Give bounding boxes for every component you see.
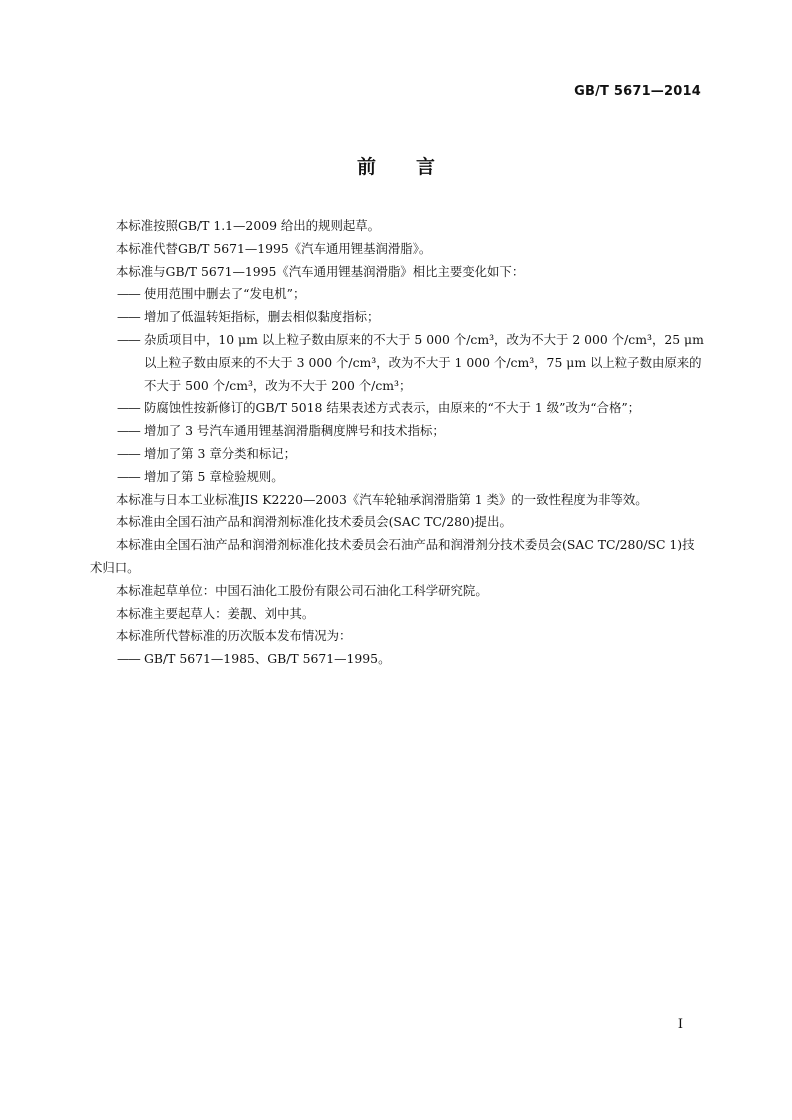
dash-marker: —— xyxy=(117,445,140,461)
dash-marker: —— xyxy=(117,468,140,484)
list-item-text: 增加了第 5 章检验规则。 xyxy=(144,468,284,484)
paragraph-proposed-by: 本标准由全国石油产品和润滑剂标准化技术委员会(SAC TC/280)提出。 xyxy=(116,514,512,530)
paragraph-under-jurisdiction: 本标准由全国石油产品和润滑剂标准化技术委员会石油产品和润滑剂分技术委员会(SAC TC/280/SC 1)技术归口。 xyxy=(90,537,695,575)
list-item xyxy=(90,443,704,466)
paragraph-changes-intro: 本标准与GB/T 5671—1995《汽车通用锂基润滑脂》相比主要变化如下： xyxy=(116,263,525,279)
paragraph-drafters: 本标准主要起草人：姜靓、刘中其。 xyxy=(116,605,315,621)
list-item-text: 增加了低温转矩指标，删去相似黏度指标； xyxy=(144,309,380,325)
list-item xyxy=(90,306,704,329)
list-item xyxy=(90,466,704,489)
dash-marker: —— xyxy=(117,423,140,439)
list-item-text: 防腐蚀性按新修订的GB/T 5018 结果表述方式表示，由原来的“不大于 1 级”改为“合格”； xyxy=(144,400,641,416)
dash-marker: —— xyxy=(117,331,140,347)
dash-marker: —— xyxy=(117,309,140,325)
list-item-text: 杂质项目中，10 μm 以上粒子数由原来的不大于 5 000 个/cm³，改为不大于 2 000 个/cm³，25 μm 以上粒子数由原来的不大于 3 000 个/cm³，改为不大于 1 000 个/cm³，75 μm 以上粒子数由原来的不大于 500 个/cm³，改为不大于 200 个/cm³； xyxy=(144,331,704,393)
dash-marker: —— xyxy=(117,286,140,302)
paragraph-drafting-rules: 本标准按照GB/T 1.1—2009 给出的规则起草。 xyxy=(116,218,381,233)
dash-marker: —— xyxy=(117,400,140,416)
document-code: GB/T 5671—2014 xyxy=(574,84,701,99)
list-item xyxy=(90,397,704,420)
paragraph-history-intro: 本标准所代替标准的历次版本发布情况为： xyxy=(116,628,352,644)
list-item xyxy=(90,329,704,397)
page-number: I xyxy=(677,1017,683,1032)
paragraph-drafting-unit: 本标准起草单位：中国石油化工股份有限公司石油化工科学研究院。 xyxy=(116,582,488,598)
list-item xyxy=(90,283,704,306)
list-item xyxy=(90,648,704,671)
foreword-body xyxy=(90,215,704,671)
list-item-text: 使用范围中删去了“发电机”； xyxy=(144,286,306,302)
paragraph-replaces: 本标准代替GB/T 5671—1995《汽车通用锂基润滑脂》。 xyxy=(116,240,432,256)
paragraph-consistency: 本标准与日本工业标准JIS K2220—2003《汽车轮轴承润滑脂第 1 类》的一致性程度为非等效。 xyxy=(116,491,648,507)
list-item xyxy=(90,420,704,443)
page-title: 前言 xyxy=(356,156,475,178)
list-item-text: 增加了第 3 章分类和标记； xyxy=(144,445,297,461)
dash-marker: —— xyxy=(117,651,140,667)
list-item-text: GB/T 5671—1985、GB/T 5671—1995。 xyxy=(144,651,391,667)
list-item-text: 增加了 3 号汽车通用锂基润滑脂稠度牌号和技术指标； xyxy=(144,423,445,439)
